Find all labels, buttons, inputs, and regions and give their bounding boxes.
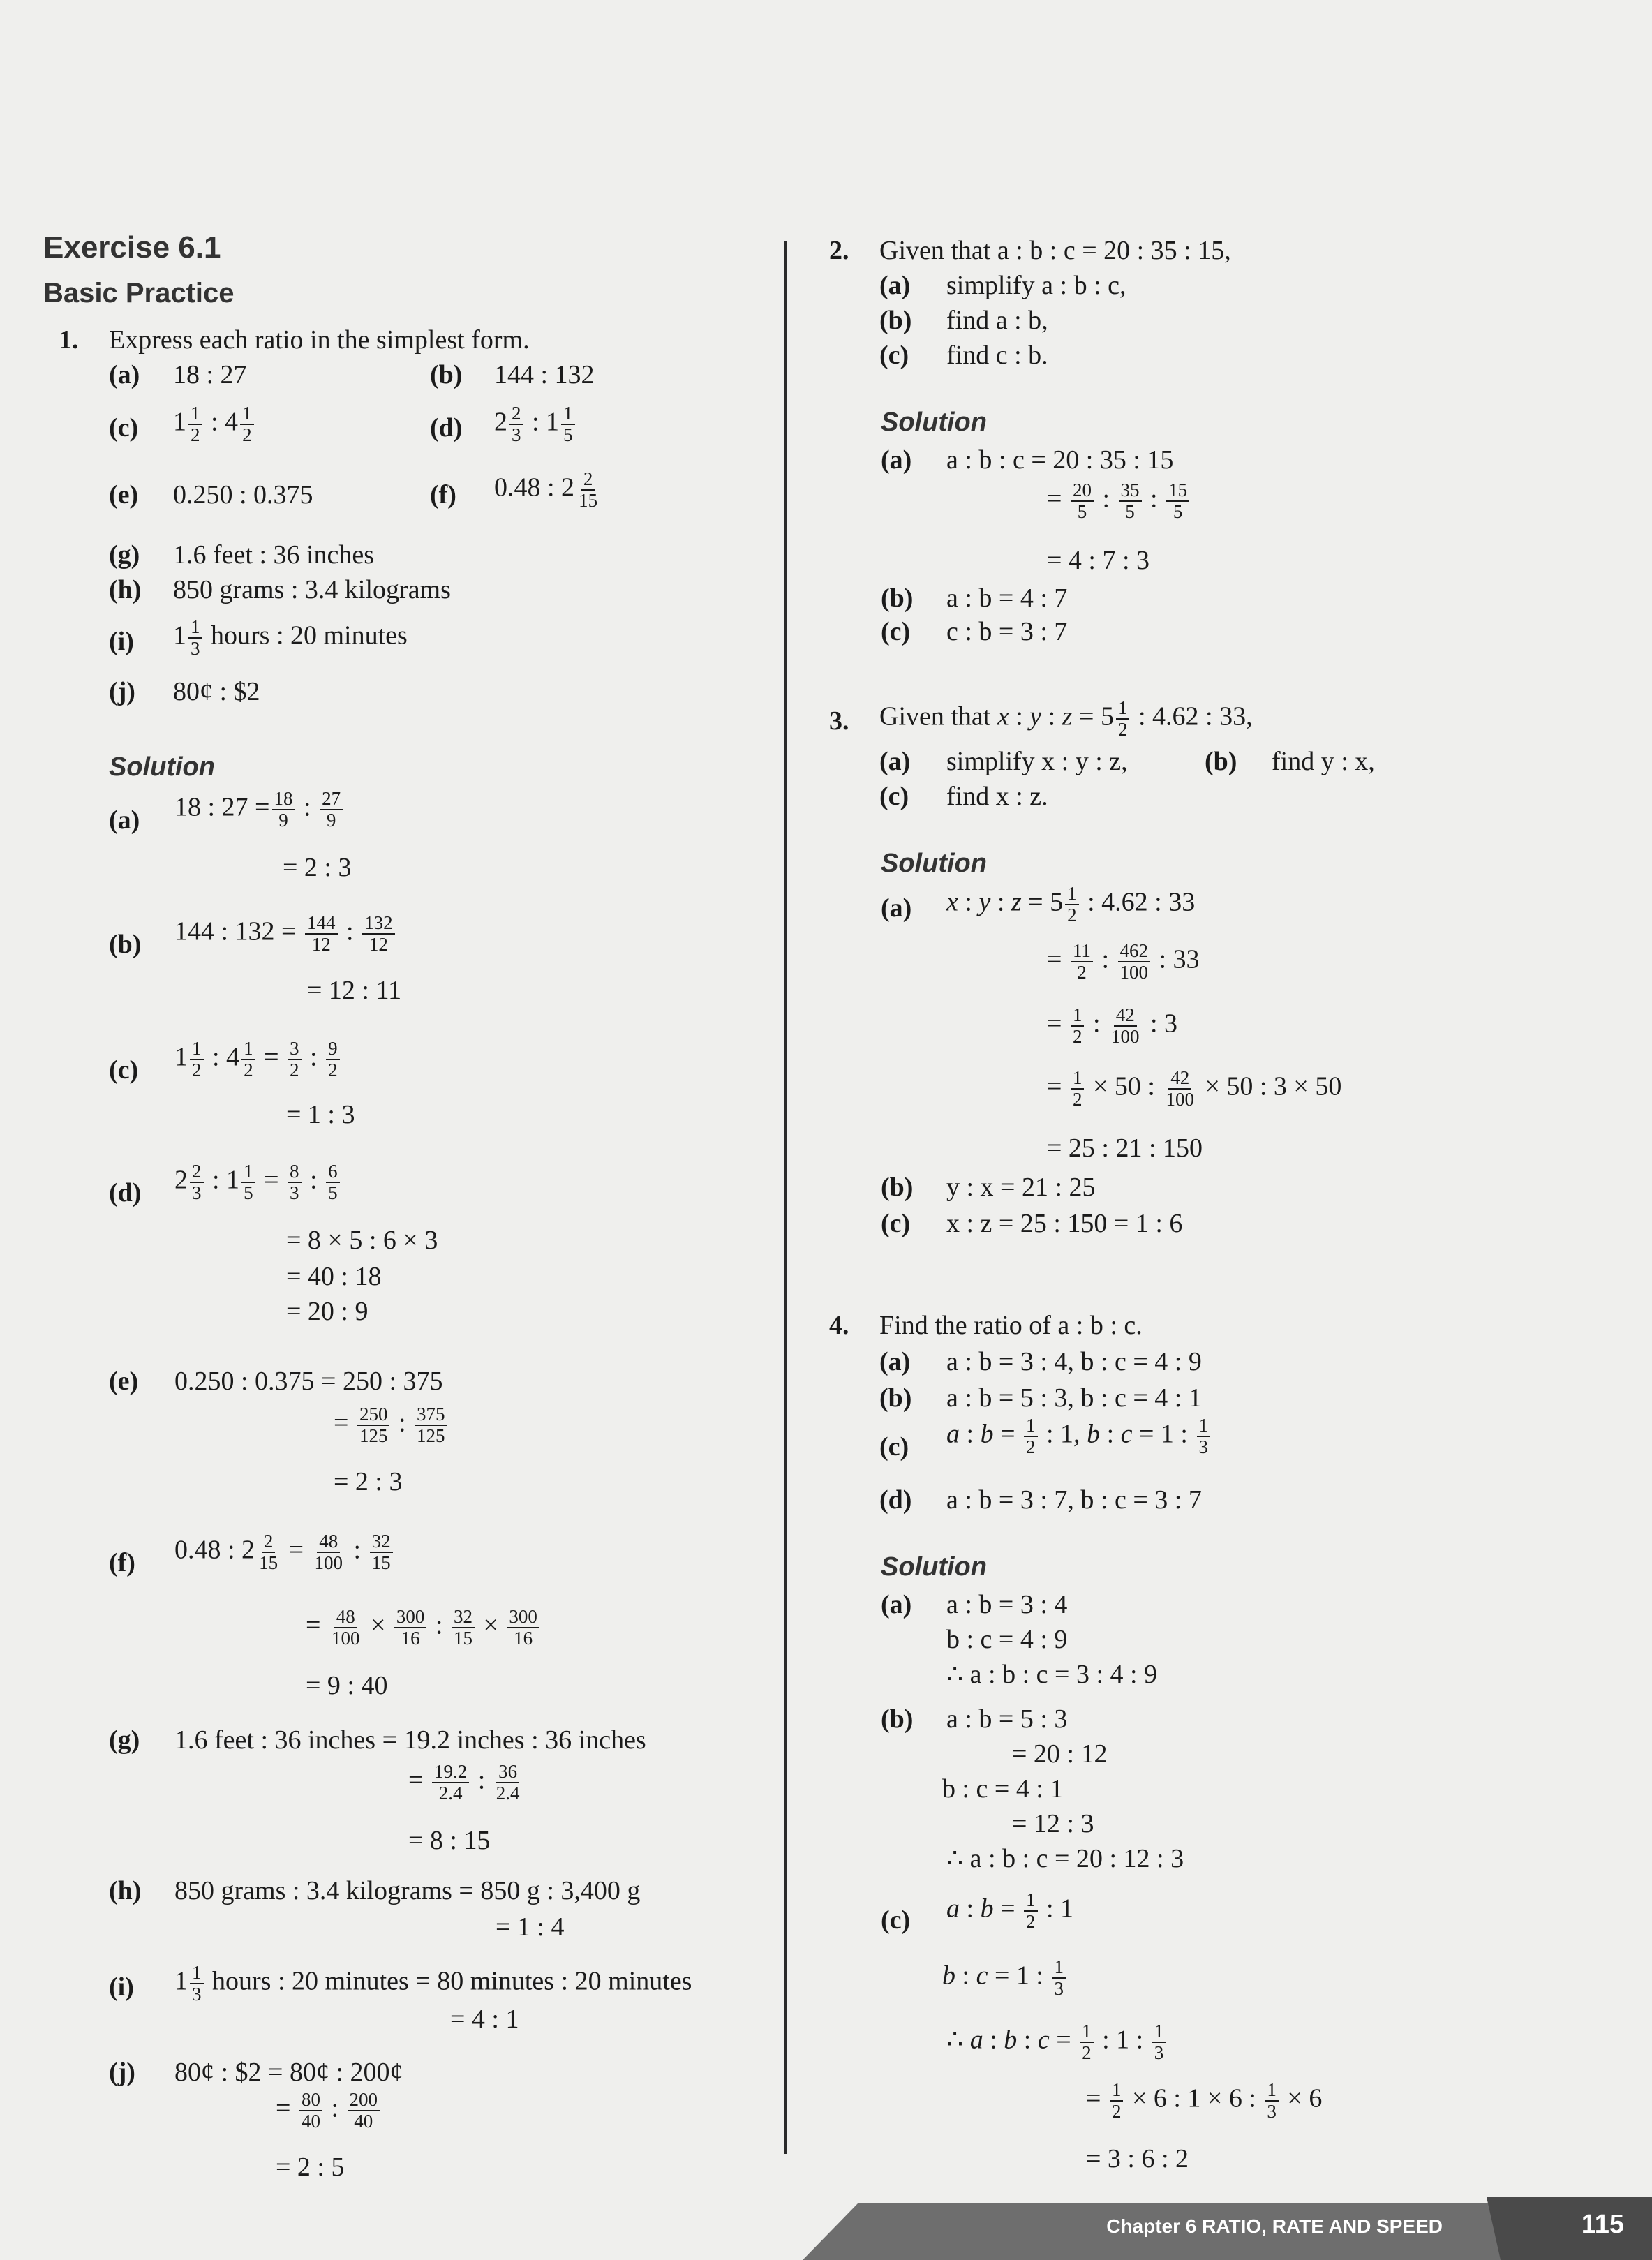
s1h-line1: 850 grams : 3.4 kilograms = 850 g : 3,400 g [174,1876,641,1905]
s1c-line1: 1 $\frac{1}{2}$ : 4 $\frac{1}{2}$ = $\frac{3}{2}$ : $\frac{9}{2}$ [174,1039,342,1080]
q3s-b: y : x = 21 : 25 [946,1173,1096,1202]
s1a-line2: = 2 : 3 [283,853,352,882]
q4s-c3: ∴ a : b : c = $\frac{1}{2}$ : 1 : $\frac{1}{3}$ [946,2021,1168,2063]
q3s-a4: = $\frac{1}{2}$ × 50 : $\frac{42}{100}$ × 50 : 3 × 50 [1047,1067,1342,1110]
q3c-text: find x : z. [946,782,1048,811]
q1-prompt: Express each ratio in the simplest form. [109,325,530,355]
q1d-expr: 2 $\frac{2}{3}$ : 1 $\frac{1}{5}$ [494,403,577,445]
q1c-label: (c) [109,413,139,443]
q1h-text: 850 grams : 3.4 kilograms [173,575,451,604]
q1b-label: (b) [430,360,463,389]
s1f-line3: = 9 : 40 [306,1671,388,1700]
s1g-label: (g) [109,1725,140,1755]
q1g-label: (g) [109,540,140,570]
q2a-label: (a) [879,271,911,300]
q2b-label: (b) [879,306,912,335]
q3a-label: (a) [879,747,911,776]
q4s-b2: = 20 : 12 [1012,1739,1108,1769]
solution-heading: Solution [109,752,215,782]
s1e-line1: 0.250 : 0.375 = 250 : 375 [174,1367,443,1396]
q4s-b4: = 12 : 3 [1012,1809,1094,1838]
s1i-label: (i) [109,1972,134,2002]
q4s-b1: a : b = 5 : 3 [946,1704,1068,1734]
s1i-line1: 1 $\frac{1}{3}$ hours : 20 minutes = 80 minutes : 20 minutes [174,1962,692,2005]
q3c-label: (c) [879,782,909,811]
q4s-a2: b : c = 4 : 9 [946,1625,1068,1654]
s1e-line3: = 2 : 3 [334,1467,403,1496]
q4s-a3: ∴ a : b : c = 3 : 4 : 9 [946,1660,1158,1689]
q3s-b-label: (b) [881,1173,914,1202]
s1j-line1: 80¢ : $2 = 80¢ : 200¢ [174,2058,403,2087]
q4s-b3: b : c = 4 : 1 [942,1774,1064,1804]
q3s-a1: x : y : z = 5 $\frac{1}{2}$ : 4.62 : 33 [946,883,1196,925]
q4s-b-label: (b) [881,1704,914,1734]
q1j-text: 80¢ : $2 [173,677,260,706]
s1c-label: (c) [109,1055,139,1085]
s1d-line4: = 20 : 9 [286,1297,369,1326]
s1c-line2: = 1 : 3 [286,1100,355,1129]
q1b-text: 144 : 132 [494,360,595,389]
q3s-a-label: (a) [881,893,912,923]
s1a-line1: 18 : 27 = $\frac{18}{9}$ : $\frac{27}{9}$ [174,789,345,831]
q4b-text: a : b = 5 : 3, b : c = 4 : 1 [946,1383,1202,1413]
s1d-line3: = 40 : 18 [286,1262,382,1291]
q1d-label: (d) [430,413,463,443]
q4s-a-label: (a) [881,1590,912,1619]
s1j-line2: = $\frac{80}{40}$ : $\frac{200}{40}$ [276,2090,382,2132]
q4s-c5: = 3 : 6 : 2 [1086,2144,1189,2173]
q3b-label: (b) [1205,747,1237,776]
s1i-line2: = 4 : 1 [450,2005,519,2034]
column-divider [784,241,787,2154]
q4-solution-heading: Solution [881,1552,987,1582]
s1a-label: (a) [109,805,140,835]
q1a-label: (a) [109,360,140,389]
s1d-label: (d) [109,1178,142,1207]
s1e-line2: = $\frac{250}{125}$ : $\frac{375}{125}$ [334,1404,449,1446]
q2s-b: a : b = 4 : 7 [946,583,1068,613]
q4d-label: (d) [879,1485,912,1515]
q3s-c: x : z = 25 : 150 = 1 : 6 [946,1209,1183,1238]
s1f-line1: 0.48 : 2 $\frac{2}{15}$ = $\frac{48}{100}$ : $\frac{32}{15}$ [174,1531,395,1573]
q1j-label: (j) [109,677,135,706]
q3-prompt: Given that x : y : z = 5 $\frac{1}{2}$ : 4.62 : 33, [879,697,1253,740]
q2c-label: (c) [879,341,909,370]
q3-solution-heading: Solution [881,849,987,878]
q2-solution-heading: Solution [881,408,987,437]
q2s-a3: = 4 : 7 : 3 [1047,546,1150,575]
q3s-a3: = $\frac{1}{2}$ : $\frac{42}{100}$ : 3 [1047,1004,1178,1047]
q1f-label: (f) [430,480,456,510]
q1e-text: 0.250 : 0.375 [173,480,313,510]
q2s-a1: a : b : c = 20 : 35 : 15 [946,445,1174,475]
q1e-label: (e) [109,480,139,510]
q1i-text: hours : 20 minutes [211,620,408,651]
exercise-title: Exercise 6.1 [43,230,221,265]
q2a-text: simplify a : b : c, [946,271,1126,300]
s1g-line3: = 8 : 15 [408,1826,491,1855]
q2s-c: c : b = 3 : 7 [946,617,1068,646]
s1j-label: (j) [109,2058,135,2087]
q4s-a1: a : b = 3 : 4 [946,1590,1068,1619]
s1d-line1: 2 $\frac{2}{3}$ : 1 $\frac{1}{5}$ = $\frac{8}{3}$ : $\frac{6}{5}$ [174,1161,342,1203]
s1g-line1: 1.6 feet : 36 inches = 19.2 inches : 36 inches [174,1725,646,1755]
q3s-a2: = $\frac{11}{2}$ : $\frac{462}{100}$ : 33 [1047,940,1200,983]
q4s-c1: a : b = $\frac{1}{2}$ : 1 [946,1889,1074,1932]
q4s-c2: b : c = 1 : $\frac{1}{3}$ [942,1957,1068,1999]
chapter-footer-banner [803,2197,1652,2260]
q1-number: 1. [59,325,79,355]
s1h-line2: = 1 : 4 [496,1912,565,1942]
q4a-label: (a) [879,1347,911,1376]
q4s-c4: = $\frac{1}{2}$ × 6 : 1 × 6 : $\frac{1}{3}$ × 6 [1086,2079,1323,2122]
chapter-title: Chapter 6 RATIO, RATE AND SPEED [1106,2215,1443,2237]
s1e-label: (e) [109,1367,139,1396]
q3-number: 3. [829,706,849,736]
q3s-a5: = 25 : 21 : 150 [1047,1133,1203,1163]
q4c-text: a : b = $\frac{1}{2}$ : 1, b : c = 1 : $\frac{1}{3}$ [946,1415,1212,1457]
q1g-text: 1.6 feet : 36 inches [173,540,375,570]
q1f-expr: 0.48 : 2 $\frac{2}{15}$ [494,468,598,511]
q4b-label: (b) [879,1383,912,1413]
q4s-b5: ∴ a : b : c = 20 : 12 : 3 [946,1844,1184,1873]
q4d-text: a : b = 3 : 7, b : c = 3 : 7 [946,1485,1202,1515]
q2-prompt: Given that a : b : c = 20 : 35 : 15, [879,236,1231,265]
q3b-text: find y : x, [1272,747,1375,776]
q1i-label: (i) [109,627,134,656]
q1h-label: (h) [109,575,142,604]
q1i-expr: 1 $\frac{1}{3}$ hours : 20 minutes [173,616,408,659]
q4s-c-label: (c) [881,1905,911,1935]
q2s-a-label: (a) [881,445,912,475]
s1b-label: (b) [109,930,142,959]
s1f-line2: = $\frac{48}{100}$ × $\frac{300}{16}$ : $\frac{32}{15}$ × $\frac{300}{16}$ [306,1607,542,1649]
s1b-line2: = 12 : 11 [307,976,402,1005]
q4-prompt: Find the ratio of a : b : c. [879,1311,1143,1340]
s1d-line2: = 8 × 5 : 6 × 3 [286,1226,438,1255]
q2s-c-label: (c) [881,617,911,646]
q2-number: 2. [829,236,849,265]
q1a-text: 18 : 27 [173,360,247,389]
q2s-b-label: (b) [881,583,914,613]
q4c-label: (c) [879,1432,909,1462]
q2s-a2: = $\frac{20}{5}$ : $\frac{35}{5}$ : $\frac{15}{5}$ [1047,480,1191,522]
page-number: 115 [1581,2210,1624,2239]
q3s-c-label: (c) [881,1209,911,1238]
q4-number: 4. [829,1311,849,1340]
q2c-text: find c : b. [946,341,1048,370]
s1g-line2: = $\frac{19.2}{2.4}$ : $\frac{36}{2.4}$ [408,1761,520,1804]
s1h-label: (h) [109,1876,142,1905]
q1c-expr: 1 $\frac{1}{2}$ : 4 $\frac{1}{2}$ [173,403,256,445]
q3a-text: simplify x : y : z, [946,747,1128,776]
q4a-text: a : b = 3 : 4, b : c = 4 : 9 [946,1347,1202,1376]
s1f-label: (f) [109,1548,135,1577]
s1b-line1: 144 : 132 = $\frac{144}{12}$ : $\frac{132}{12}$ [174,913,397,955]
q2b-text: find a : b, [946,306,1048,335]
section-title: Basic Practice [43,278,235,308]
s1j-line3: = 2 : 5 [276,2153,345,2182]
